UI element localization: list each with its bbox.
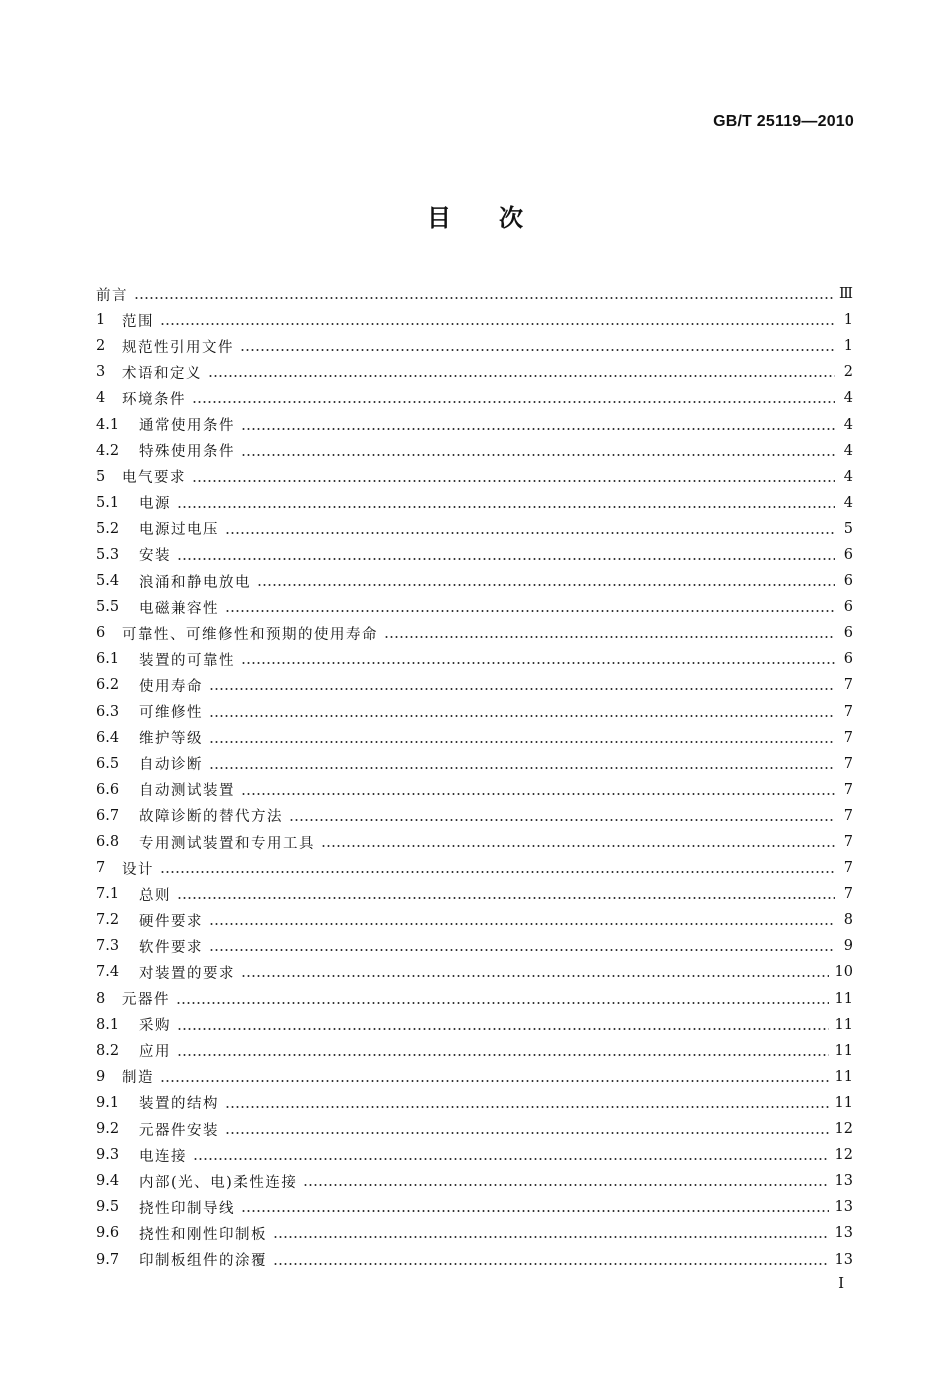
table-of-contents (96, 281, 853, 1273)
toc-entry[interactable] (96, 516, 853, 542)
dot-leader (241, 1210, 829, 1212)
toc-entry-page: 12 (834, 1121, 853, 1138)
toc-entry-page: 13 (834, 1199, 853, 1216)
toc-entry-page: 4 (843, 390, 853, 407)
dot-leader (225, 1132, 829, 1134)
toc-entry-page: 7 (843, 729, 853, 746)
toc-entry-page: 11 (834, 990, 853, 1007)
toc-entry-number: 6.4 (96, 729, 120, 746)
toc-entry-page: 7 (843, 677, 853, 694)
toc-entry-label: 故障诊断的替代方法 (139, 809, 283, 826)
toc-entry[interactable] (96, 1038, 853, 1064)
toc-entry-page: 6 (843, 573, 853, 590)
toc-entry-page: 4 (843, 494, 853, 511)
dot-leader (257, 584, 835, 586)
toc-entry-number: 5.3 (96, 546, 120, 563)
toc-entry-page: 7 (843, 834, 853, 851)
dot-leader (273, 1236, 829, 1238)
dot-leader (177, 897, 835, 899)
dot-leader (177, 1054, 829, 1056)
dot-leader (192, 480, 835, 482)
toc-entry-label: 电源 (139, 496, 171, 513)
toc-entry-page: 11 (834, 1068, 853, 1085)
dot-leader (289, 819, 835, 821)
toc-entry[interactable] (96, 281, 853, 307)
toc-entry-label: 浪涌和静电放电 (139, 574, 251, 591)
toc-entry[interactable] (96, 1220, 853, 1246)
dot-leader (241, 975, 829, 977)
dot-leader (209, 741, 835, 743)
dot-leader (134, 297, 833, 299)
toc-entry-page: 6 (843, 599, 853, 616)
dot-leader (209, 949, 835, 951)
toc-entry-number: 9.4 (96, 1173, 120, 1190)
toc-entry-number: 7.3 (96, 938, 120, 955)
toc-entry-label: 环境条件 (122, 391, 186, 408)
toc-entry-page: 2 (843, 364, 853, 381)
toc-entry-label: 范围 (122, 313, 154, 330)
toc-entry-number: 9.2 (96, 1121, 120, 1138)
toc-entry-page: 6 (843, 625, 853, 642)
toc-entry-label: 装置的可靠性 (139, 652, 235, 669)
dot-leader (209, 923, 835, 925)
toc-entry-page: 4 (843, 468, 853, 485)
toc-entry[interactable] (96, 438, 853, 464)
toc-entry-page: 7 (843, 781, 853, 798)
toc-entry-label: 规范性引用文件 (122, 339, 234, 356)
standard-code: GB/T 25119—2010 (713, 113, 854, 130)
toc-entry-number: 3 (96, 364, 106, 381)
toc-entry-number: 9.1 (96, 1094, 120, 1111)
toc-entry-label: 自动测试装置 (139, 783, 235, 800)
toc-entry[interactable] (96, 1116, 853, 1142)
toc-entry-number: 6.6 (96, 781, 120, 798)
toc-entry[interactable] (96, 829, 853, 855)
toc-entry-page: 8 (843, 912, 853, 929)
toc-entry-page: 10 (834, 964, 853, 981)
toc-entry-page: 6 (843, 651, 853, 668)
toc-entry-label: 制造 (122, 1070, 154, 1087)
toc-entry-number: 2 (96, 338, 106, 355)
toc-entry-number: 8 (96, 990, 106, 1007)
toc-entry-label: 总则 (139, 887, 171, 904)
toc-entry-number: 7.4 (96, 964, 120, 981)
toc-entry-number: 6.3 (96, 703, 120, 720)
dot-leader (160, 323, 835, 325)
toc-entry-page: 7 (843, 807, 853, 824)
toc-entry[interactable] (96, 1142, 853, 1168)
toc-entry-number: 6.5 (96, 755, 120, 772)
toc-entry-number: 9.6 (96, 1225, 120, 1242)
toc-entry-label: 元器件安装 (139, 1122, 219, 1139)
dot-leader (240, 349, 835, 351)
dot-leader (208, 375, 835, 377)
toc-entry[interactable] (96, 490, 853, 516)
toc-entry[interactable] (96, 568, 853, 594)
dot-leader (160, 1080, 829, 1082)
toc-entry-page: Ⅲ (839, 286, 853, 303)
toc-entry-label: 前言 (96, 287, 128, 304)
toc-entry[interactable] (96, 307, 853, 333)
toc-entry-number: 5.5 (96, 599, 120, 616)
toc-entry[interactable] (96, 1064, 853, 1090)
toc-entry-page: 7 (843, 703, 853, 720)
toc-entry-label: 专用测试装置和专用工具 (139, 835, 315, 852)
toc-entry[interactable] (96, 411, 853, 437)
dot-leader (225, 532, 835, 534)
toc-entry-number: 4.2 (96, 442, 120, 459)
toc-entry[interactable] (96, 620, 853, 646)
page-number: I (838, 1274, 844, 1292)
toc-entry-label: 通常使用条件 (139, 418, 235, 435)
toc-entry-label: 软件要求 (139, 939, 203, 956)
dot-leader (303, 1184, 828, 1186)
toc-entry-number: 4 (96, 390, 106, 407)
toc-entry-number: 6.8 (96, 834, 120, 851)
toc-entry[interactable] (96, 751, 853, 777)
toc-entry-page: 13 (834, 1225, 853, 1242)
toc-entry-label: 挠性和刚性印制板 (139, 1226, 267, 1243)
toc-entry-number: 7 (96, 860, 106, 877)
toc-entry-page: 9 (843, 938, 853, 955)
dot-leader (241, 454, 835, 456)
toc-entry-label: 元器件 (122, 992, 170, 1009)
toc-entry-label: 应用 (139, 1044, 171, 1061)
toc-entry-label: 设计 (122, 861, 154, 878)
toc-entry-number: 5.2 (96, 520, 120, 537)
dot-leader (176, 1002, 829, 1004)
dot-leader (209, 688, 835, 690)
dot-leader (241, 793, 835, 795)
toc-entry-number: 5.4 (96, 573, 120, 590)
toc-entry[interactable] (96, 725, 853, 751)
toc-entry[interactable] (96, 672, 853, 698)
dot-leader (321, 845, 835, 847)
toc-entry-number: 9 (96, 1068, 106, 1085)
toc-entry-page: 13 (834, 1173, 853, 1190)
toc-entry-number: 1 (96, 312, 106, 329)
toc-entry-label: 特殊使用条件 (139, 444, 235, 461)
toc-entry-page: 13 (834, 1251, 853, 1268)
toc-entry-page: 6 (843, 546, 853, 563)
toc-entry-page: 1 (843, 338, 853, 355)
dot-leader (177, 506, 835, 508)
toc-entry-number: 9.7 (96, 1251, 120, 1268)
toc-entry-label: 电连接 (139, 1148, 187, 1165)
toc-entry[interactable] (96, 385, 853, 411)
toc-entry-number: 4.1 (96, 416, 120, 433)
dot-leader (241, 428, 835, 430)
toc-entry[interactable] (96, 1168, 853, 1194)
toc-entry-label: 自动诊断 (139, 757, 203, 774)
dot-leader (209, 715, 835, 717)
toc-entry-label: 印制板组件的涂覆 (139, 1253, 267, 1270)
toc-entry-number: 6 (96, 625, 106, 642)
page-title: 目次 (427, 204, 571, 232)
toc-entry[interactable] (96, 855, 853, 881)
toc-entry-number: 9.3 (96, 1147, 120, 1164)
toc-entry[interactable] (96, 986, 853, 1012)
toc-entry-label: 可靠性、可维修性和预期的使用寿命 (122, 626, 378, 643)
toc-entry-label: 挠性印制导线 (139, 1200, 235, 1217)
dot-leader (241, 662, 835, 664)
toc-entry[interactable] (96, 803, 853, 829)
dot-leader (225, 610, 835, 612)
toc-entry-label: 电气要求 (122, 470, 186, 487)
toc-entry-label: 对装置的要求 (139, 965, 235, 982)
dot-leader (177, 558, 835, 560)
toc-entry-page: 5 (843, 520, 853, 537)
toc-entry[interactable] (96, 542, 853, 568)
toc-entry[interactable] (96, 907, 853, 933)
toc-entry[interactable] (96, 1194, 853, 1220)
toc-entry[interactable] (96, 777, 853, 803)
toc-entry-number: 7.2 (96, 912, 120, 929)
toc-entry-page: 11 (834, 1016, 853, 1033)
toc-entry-page: 12 (834, 1147, 853, 1164)
dot-leader (192, 401, 835, 403)
toc-entry[interactable] (96, 699, 853, 725)
toc-entry[interactable] (96, 881, 853, 907)
toc-entry[interactable] (96, 333, 853, 359)
toc-entry-label: 电源过电压 (139, 522, 219, 539)
toc-entry-number: 5.1 (96, 494, 120, 511)
toc-entry-number: 6.1 (96, 651, 120, 668)
toc-entry-number: 8.1 (96, 1016, 120, 1033)
toc-entry-label: 可维修性 (139, 705, 203, 722)
dot-leader (225, 1106, 829, 1108)
toc-entry[interactable] (96, 1246, 853, 1272)
toc-entry-label: 电磁兼容性 (139, 600, 219, 617)
toc-entry-number: 7.1 (96, 886, 120, 903)
toc-entry-number: 9.5 (96, 1199, 120, 1216)
toc-entry-page: 11 (834, 1042, 853, 1059)
toc-entry-page: 11 (834, 1094, 853, 1111)
dot-leader (160, 871, 835, 873)
toc-entry-number: 5 (96, 468, 106, 485)
toc-entry[interactable] (96, 933, 853, 959)
toc-entry-page: 4 (843, 442, 853, 459)
toc-entry[interactable] (96, 959, 853, 985)
toc-entry-label: 硬件要求 (139, 913, 203, 930)
toc-entry[interactable] (96, 359, 853, 385)
toc-entry-label: 采购 (139, 1018, 171, 1035)
toc-entry[interactable] (96, 464, 853, 490)
toc-entry[interactable] (96, 1012, 853, 1038)
toc-entry[interactable] (96, 1090, 853, 1116)
toc-entry-number: 6.2 (96, 677, 120, 694)
toc-entry-label: 维护等级 (139, 731, 203, 748)
toc-entry-page: 7 (843, 860, 853, 877)
toc-entry-page: 7 (843, 755, 853, 772)
toc-entry-page: 7 (843, 886, 853, 903)
toc-entry-label: 术语和定义 (122, 365, 202, 382)
dot-leader (273, 1263, 829, 1265)
toc-entry-number: 6.7 (96, 807, 120, 824)
toc-entry-label: 安装 (139, 548, 171, 565)
toc-entry[interactable] (96, 646, 853, 672)
dot-leader (209, 767, 835, 769)
toc-entry-page: 4 (843, 416, 853, 433)
toc-entry-page: 1 (843, 312, 853, 329)
dot-leader (193, 1158, 829, 1160)
toc-entry-label: 使用寿命 (139, 678, 203, 695)
dot-leader (384, 636, 835, 638)
toc-entry-label: 内部(光、电)柔性连接 (139, 1174, 298, 1191)
toc-entry[interactable] (96, 594, 853, 620)
toc-entry-label: 装置的结构 (139, 1096, 219, 1113)
toc-entry-number: 8.2 (96, 1042, 120, 1059)
dot-leader (177, 1028, 829, 1030)
